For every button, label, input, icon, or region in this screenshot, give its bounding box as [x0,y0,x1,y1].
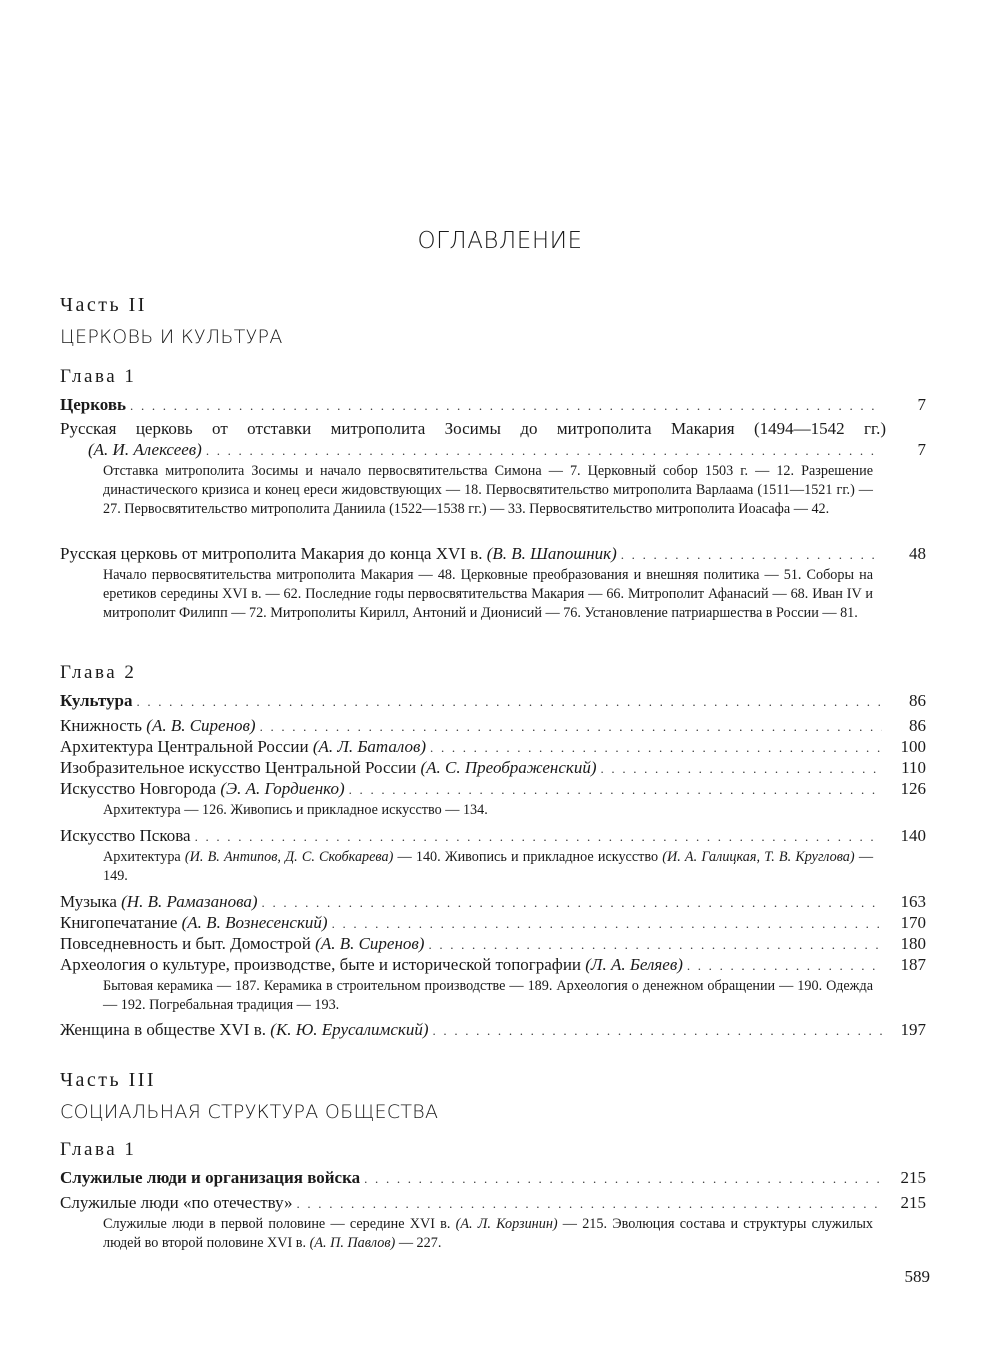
toc-entry[interactable]: Музыка (Н. В. Рамазанова) . . . 163 [60,891,926,913]
toc-entry[interactable]: Искусство Новгорода (Э. А. Гордиенко) . . . 126 [60,778,926,800]
toc-entry[interactable] [60,543,926,565]
chapter-1-label: Глава 1 [60,1139,137,1160]
page-number: 589 [904,1267,930,1286]
part-2-label: Часть II [60,294,147,316]
toc-entry[interactable]: Повседневность и быт. Домострой (А. В. Сиренов) . . . 180 [60,933,926,955]
part-3-title: СОЦИАЛЬНАЯ СТРУКТУРА ОБЩЕСТВА [60,1101,439,1123]
toc-entry[interactable]: Архитектура Центральной России (А. Л. Баталов) . . . 100 [60,736,926,758]
entry-page: 215 [900,1168,926,1187]
chapter-2-label: Глава 2 [60,662,137,683]
entry-subtopics: Бытовая керамика — 187. Керамика в строительном производстве — 189. Археология о денежном обращении — 190. Одежда — 192. Погребальная традиция — 193. [103,978,873,1013]
part-3-label: Часть III [60,1069,157,1091]
toc-entry-heading[interactable] [60,1167,926,1189]
entry-page: 7 [917,395,926,414]
part-2-title: ЦЕРКОВЬ И КУЛЬТУРА [60,326,283,348]
entry-author: (В. В. Шапошник) [486,544,617,563]
page-title: ОГЛАВЛЕНИЕ [417,228,583,254]
entry-title: Русская церковь от митрополита Макария до конца XVI в. (В. В. Шапошник) [60,544,617,563]
toc-entry[interactable]: Служилые люди «по отечеству» . . . 215 [60,1192,926,1214]
toc-entry-heading[interactable] [60,690,926,712]
entry-subtopics: Отставка митрополита Зосимы и начало первосвятительства Симона — 7. Церковный собор 1503 г. — 12. Разрешение династического кризиса и конец ереси жидовствующих — 18. Первосвятительство митрополита Варлаама (1511—1521 гг.) — 27. Первосвятительство митрополита Даниила (1522—1538 гг.) — 33. Первосвятительство митрополита Иоасафа — 42. [103,463,873,517]
entry-author: (А. И. Алексеев) [88,440,202,459]
toc-entry[interactable]: Женщина в обществе XVI в. (К. Ю. Ерусалимский) . . . 197 [60,1019,926,1041]
entry-title: Служилые люди и организация войска [60,1168,361,1187]
entry-page: 48 [909,544,926,563]
entry-title: Церковь [60,395,127,414]
toc-entry[interactable] [60,418,926,461]
entry-subtopics: Служилые люди в первой половине — середине XVI в. (А. Л. Корзинин) — 215. Эволюция состава и структуры служилых людей во второй половине XVI в. (А. П. Павлов) — 227. [103,1216,873,1251]
chapter-1-label: Глава 1 [60,366,137,387]
entry-title: Культура [60,691,133,710]
entry-subtopics: Архитектура (И. В. Антипов, Д. С. Скобкарева) — 140. Живопись и прикладное искусство (И. А. Галицкая, Т. В. Круглова) — 149. [103,849,874,884]
entry-subtopics: Архитектура — 126. Живопись и прикладное искусство — 134. [103,802,488,818]
toc-entry-heading[interactable] [60,394,926,416]
toc-entry[interactable]: Искусство Пскова . . . 140 [60,825,926,847]
entry-title: Русская церковь от отставки митрополита Зосимы до митрополита Макария (1494—1542 гг.) [60,419,886,438]
toc-entry[interactable]: Книгопечатание (А. В. Вознесенский) . . . 170 [60,912,926,934]
entry-subtopics: Начало первосвятительства митрополита Макария — 48. Церковные преобразования и внешняя политика — 51. Соборы на еретиков середины XVI в. — 62. Последние годы первосвятительства Макария — 66. Митрополит Афанасий — 68. Иван IV и митрополит Филипп — 72. Митрополиты Кирилл, Антоний и Дионисий — 76. Установление патриаршества в России — 81. [103,567,873,621]
toc-entry[interactable]: Книжность (А. В. Сиренов) . . . 86 [60,715,926,737]
toc-entry[interactable]: Изобразительное искусство Центральной России (А. С. Преображенский) . . . 110 [60,757,926,779]
toc-entry[interactable]: Археология о культуре, производстве, быте и исторической топографии (Л. А. Беляев) . . . 187 [60,954,926,976]
entry-page: 86 [909,691,926,710]
entry-page: 7 [917,440,926,459]
